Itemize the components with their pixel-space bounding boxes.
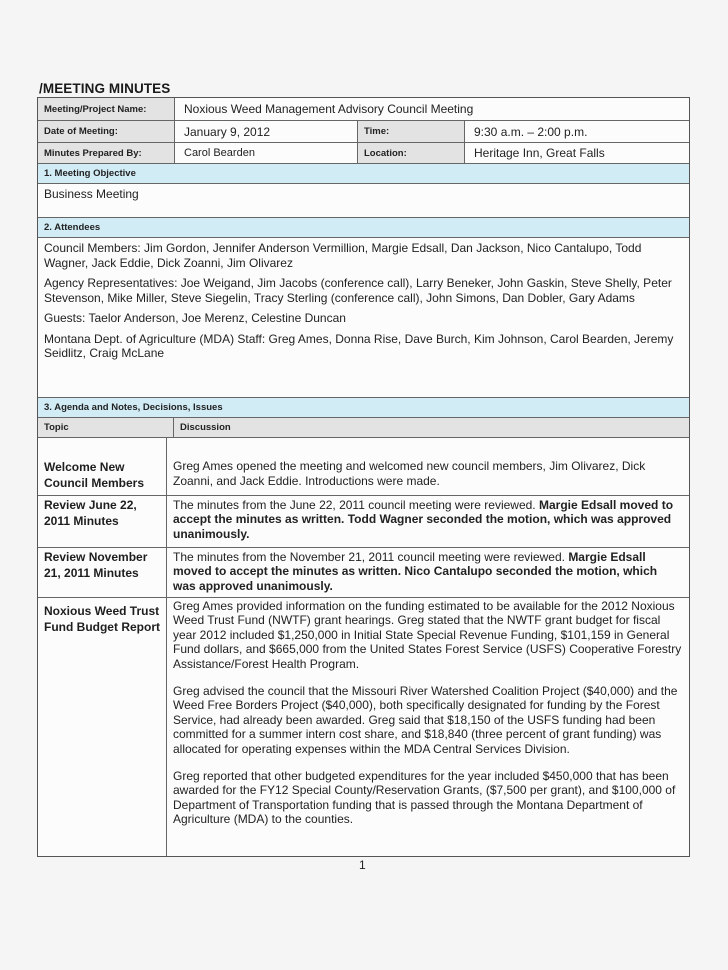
agenda-discussion (167, 438, 689, 495)
agenda-row (38, 598, 689, 856)
section-heading-objective: 1. Meeting Objective (38, 164, 689, 184)
page-number: 1 (359, 858, 366, 872)
agenda-discussion (167, 496, 689, 547)
discussion-paragraph: Greg reported that other budgeted expenditures for the year included $450,000 that has been awarded for the FY12 Special County/Reservation Grants, ($7,500 per grant), and $100,000 of Department of Transportation funding that is passed through the Montana Department of Agriculture (MDA) to the counties. (173, 769, 676, 827)
section-heading-attendees: 2. Attendees (38, 218, 689, 238)
agenda-discussion (167, 548, 689, 597)
time-value: 9:30 a.m. – 2:00 p.m. (465, 121, 689, 142)
guests: Guests: Taelor Anderson, Joe Merenz, Celestine Duncan (44, 311, 346, 325)
prepared-location-row (38, 143, 689, 164)
agenda-row (38, 438, 689, 496)
agenda-discussion (167, 598, 689, 856)
discussion-text: The minutes from the June 22, 2011 council meeting were reviewed. (173, 498, 539, 512)
prepared-by-label: Minutes Prepared By: (38, 143, 175, 163)
discussion-text: The minutes from the November 21, 2011 council meeting were reviewed. (173, 550, 569, 564)
location-label: Location: (358, 143, 465, 163)
location-value: Heritage Inn, Great Falls (465, 143, 689, 163)
column-header-discussion: Discussion (174, 418, 689, 437)
agenda-topic: Review November 21, 2011 Minutes (38, 548, 167, 597)
motion-text: Margie Edsall moved to accept the minutes as written. Todd Wagner seconded the motion, which was approved unanimously. (173, 498, 674, 541)
objective-text: Business Meeting (44, 187, 139, 201)
agenda-topic-text: Welcome New Council Members (44, 460, 145, 490)
date-time-row (38, 121, 689, 143)
section-heading-agenda: 3. Agenda and Notes, Decisions, Issues (38, 398, 689, 418)
motion-text: Margie Edsall moved to accept the minutes as written. Nico Cantalupo seconded the motion, which was approved unanimously. (173, 550, 658, 593)
time-label: Time: (358, 121, 465, 142)
column-header-topic: Topic (38, 418, 174, 437)
meeting-minutes-form (37, 97, 690, 857)
agenda-row (38, 548, 689, 598)
agency-representatives: Agency Representatives: Joe Weigand, Jim Jacobs (conference call), Larry Beneker, John Gaskin, Steve Shelly, Peter Stevenson, Mike Miller, Steve Siegelin, Tracy Sterling (conference call), John Simons, Dan Dobler, Gary Adams (44, 276, 672, 305)
agenda-column-headers (38, 418, 689, 438)
mda-staff: Montana Dept. of Agriculture (MDA) Staff: Greg Ames, Donna Rise, Dave Burch, Kim Johnson, Carol Bearden, Jeremy Seidlitz, Craig McLane (44, 331, 674, 360)
date-label: Date of Meeting: (38, 121, 175, 142)
discussion-text: Greg Ames opened the meeting and welcomed new council members, Jim Olivarez, Dick Zoanni, and Jack Eddie. Introductions were made. (173, 459, 646, 488)
council-members: Council Members: Jim Gordon, Jennifer Anderson Vermillion, Margie Edsall, Dan Jackson, Nico Cantalupo, Todd Wagner, Jack Eddie, Dick Zoanni, Jim Olivarez (44, 241, 642, 270)
date-value: January 9, 2012 (175, 121, 358, 142)
prepared-by-value: Carol Bearden (175, 143, 358, 163)
meeting-name-value: Noxious Weed Management Advisory Council Meeting (175, 98, 689, 120)
document-title: /MEETING MINUTES (39, 81, 171, 96)
attendees-body (38, 238, 689, 398)
meeting-name-row (38, 98, 689, 121)
meeting-name-label: Meeting/Project Name: (38, 98, 175, 120)
agenda-topic (38, 438, 167, 495)
discussion-paragraph: Greg Ames provided information on the funding estimated to be available for the 2012 Noxious Weed Trust Fund (NWTF) grant hearings. Greg stated that the NWTF grant budget for fiscal year 2012 included $1,250,000 in Initial State Special Revenue Funding, $101,159 in General Fund dollars, and $665,000 from the United States Forest Service (USFS) Cooperative Forestry Assistance/Forest Health Program. (173, 599, 682, 671)
agenda-topic: Noxious Weed Trust Fund Budget Report (38, 598, 167, 856)
objective-body (38, 184, 689, 218)
discussion-paragraph: Greg advised the council that the Missouri River Watershed Coalition Project ($40,000) and the Weed Free Borders Project ($40,000), both specifically designated for funding by the Forest Service, had already been awarded. Greg said that $18,150 of the USFS funding had been committed for a summer intern cost share, and $18,840 (three percent of grant funding) was allocated for operating expenses within the MDA Central Services Division. (173, 684, 678, 756)
agenda-row (38, 496, 689, 548)
agenda-topic: Review June 22, 2011 Minutes (38, 496, 167, 547)
